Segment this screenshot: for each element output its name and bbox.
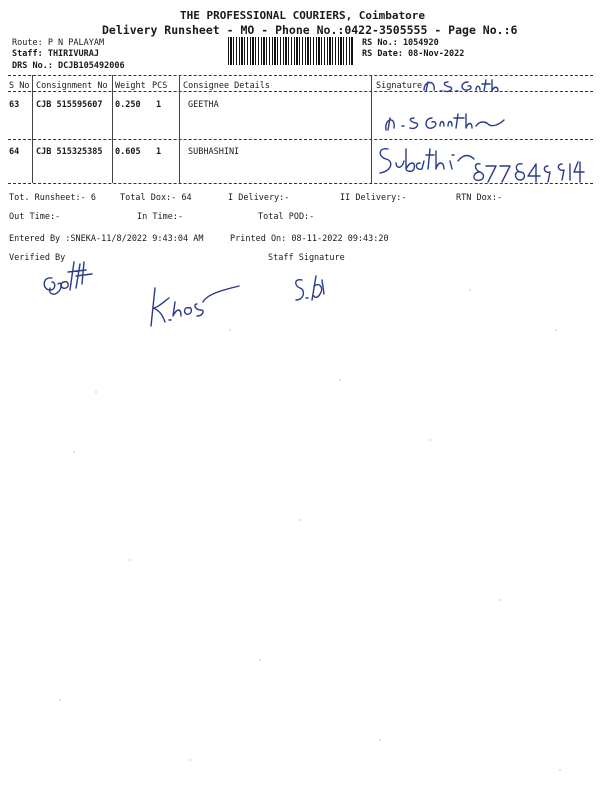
verified-by: Verified By [9, 253, 66, 263]
col-header-signature: Signature [376, 81, 423, 91]
row-weight: 0.250 [115, 100, 141, 110]
i-delivery: I Delivery:- [228, 193, 290, 203]
rtn-dox: RTN Dox:- [456, 193, 503, 203]
row-pcs: 1 [156, 100, 162, 110]
col-divider [112, 75, 113, 183]
row-consignee: GEETHA [188, 100, 219, 110]
signature-scribble [145, 280, 245, 330]
col-divider [32, 75, 33, 183]
staff-signature [288, 272, 334, 308]
entered-by: Entered By :SNEKA-11/8/2022 9:43:04 AM [9, 234, 204, 244]
printed-on: Printed On: 08-11-2022 09:43:20 [230, 234, 389, 244]
total-dox: Total Dox:- 64 [120, 193, 192, 203]
col-header-pcs: PCS [152, 81, 168, 91]
signature-scribble [420, 76, 520, 96]
drs-number: DRS No.: DCJB105492006 [12, 61, 125, 71]
col-header-consignee: Consignee Details [183, 81, 270, 91]
col-header-consignment: Consignment No [36, 81, 108, 91]
signature-scribble [374, 143, 484, 179]
ii-delivery: II Delivery:- [340, 193, 407, 203]
rs-date: RS Date: 08-Nov-2022 [362, 49, 465, 59]
in-time: In Time:- [137, 212, 184, 222]
signature-scribble [380, 108, 510, 134]
row-sno: 64 [9, 147, 20, 157]
row-pcs: 1 [156, 147, 162, 157]
row-consignment: CJB 515595607 [36, 100, 103, 110]
staff-label: Staff: THIRIVURAJ [12, 49, 99, 59]
company-title: THE PROFESSIONAL COURIERS, Coimbatore [180, 9, 426, 22]
row-weight: 0.605 [115, 147, 141, 157]
out-time: Out Time:- [9, 212, 61, 222]
verifier-signature [40, 258, 104, 302]
col-header-sno: S No [9, 81, 30, 91]
col-divider [179, 75, 180, 183]
rs-number: RS No.: 1054920 [362, 38, 439, 48]
col-divider [371, 75, 372, 183]
runsheet-subtitle: Delivery Runsheet - MO - Phone No.:0422-3505555 - Page No.:6 [102, 23, 518, 37]
row-consignee: SUBHASHINI [188, 147, 240, 157]
barcode [228, 37, 353, 65]
row-divider [8, 139, 593, 140]
row-consignment: CJB 515325385 [36, 147, 103, 157]
staff-signature-label: Staff Signature [268, 253, 345, 263]
col-header-weight: Weight [115, 81, 146, 91]
tot-runsheet: Tot. Runsheet:- 6 [9, 193, 96, 203]
row-sno: 63 [9, 100, 20, 110]
total-pod: Total POD:- [258, 212, 315, 222]
route-label: Route: P N PALAYAM [12, 38, 105, 48]
handwritten-number [470, 150, 595, 186]
